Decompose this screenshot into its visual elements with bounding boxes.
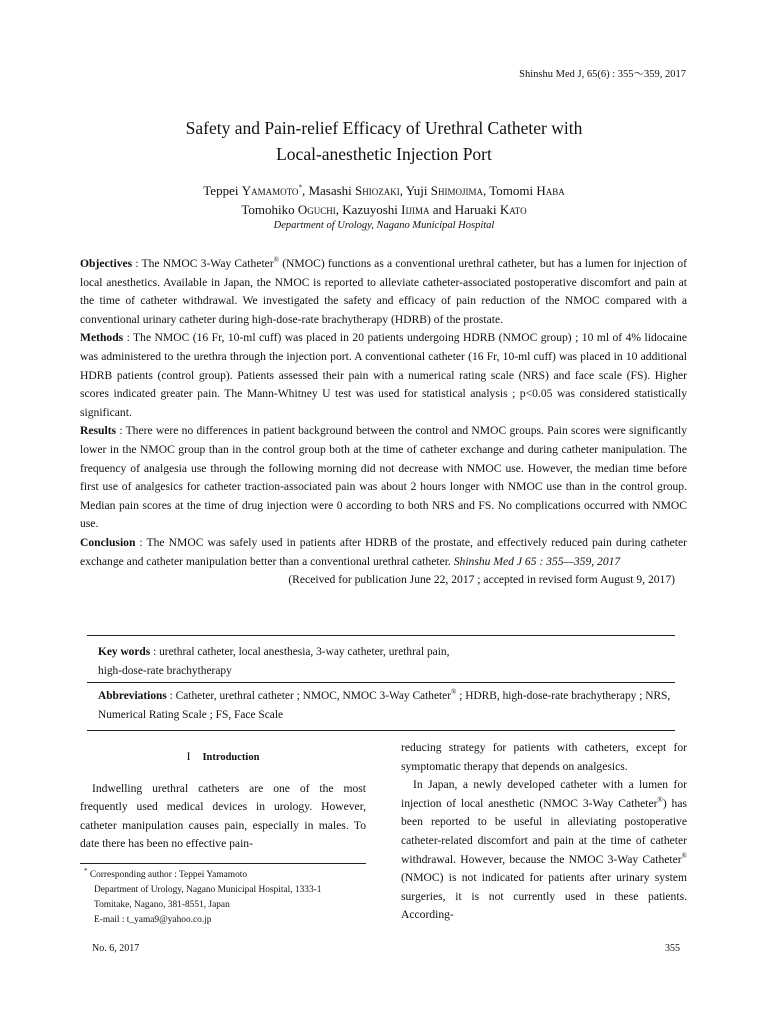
intro-paragraph-2: In Japan, a newly developed catheter with a lumen for injection of local anesthetic (NMOC 3-Way Catheter®) has been reported to be useful in alleviating postoperative catheter-related discomfort and pain at the time of catheter withdrawal. However, because the NMOC 3-Way Catheter® (NMOC) is not indicated for patients after urinary system surgeries, it is not currently used in these patients. According- [401, 778, 688, 922]
journal-reference: Shinshu Med J, 65(6) : 355～359, 2017 [519, 69, 686, 80]
divider-top [87, 635, 675, 636]
abbreviations: Abbreviations : Catheter, urethral catheter ; NMOC, NMOC 3-Way Catheter® ; HDRB, high-dose-rate brachytherapy ; NRS, Numerical Rating Scale ; FS, Face Scale [98, 688, 671, 721]
corresponding-author-footnote: * Corresponding author : Teppei Yamamoto Department of Urology, Nagano Municipal Hospital, 1333-1 Tomitake, Nagano, 381-8551, Japan E-mail : t_yama9@yahoo.co.jp [84, 868, 370, 928]
author-line-2: Tomohiko Oguchi, Kazuyoshi Iijima and Haruaki Kato [241, 202, 527, 217]
divider-bottom [87, 730, 675, 731]
page-number: 355 [665, 943, 680, 954]
email: E-mail : t_yama9@yahoo.co.jp [94, 915, 212, 925]
issue-number: No. 6, 2017 [92, 943, 140, 954]
abstract-objectives: Objectives : The NMOC 3-Way Catheter® (NMOC) functions as a conventional urethral catheter, but has a lumen for injection of local anesthetics. Available in Japan, the NMOC is reported to alleviate catheter-associated postoperative discomfort and pain at the time of catheter withdrawal. We investigated the safety and efficacy of pain reduction of the NMOC compared with a conventional urinary catheter during high-dose-rate brachytherapy (HDRB) of the prostate. [80, 256, 687, 326]
article-title [80, 115, 688, 167]
author-line-1: Teppei Yamamoto*, Masashi Shiozaki, Yuji Shimojima, Tomomi Haba [203, 183, 565, 198]
abstract-results: Results : There were no differences in patient background between the control and NMOC groups. Pain scores were significantly lower in the NMOC group than in the control group both at the time of catheter exchange and during catheter manipulation. The frequency of analgesia use through the following morning did not decrease with NMOC use. However, the median time before first use of analgesics for catheter traction-associated pain was about 2 hours longer with NMOC use than in the control group. Median pain scores at the time of drug injection were 0 according to both NRS and FS. No complications occurred with NMOC use. [80, 424, 687, 531]
abstract-methods: Methods : The NMOC (16 Fr, 10-ml cuff) was placed in 20 patients undergoing HDRB (NMOC group) ; 10 ml of 4% lidocaine was administered to the urethra through the injection port. A conventional catheter (16 Fr, 10-ml cuff) was placed in 10 additional HDRB patients (control group). Patients assessed their pain with a numerical rating scale (NRS) and face scale (FS). Higher scores indicated greater pain. The Mann-Whitney U test was used for statistical analysis ; p<0.05 was considered statistically significant. [80, 331, 687, 419]
footnote-divider [80, 863, 366, 864]
citation: Shinshu Med J 65 : 355—359, 2017 [453, 554, 621, 568]
abstract [80, 255, 687, 590]
author-list [80, 181, 688, 219]
affiliation: Department of Urology, Nagano Municipal Hospital [273, 220, 495, 231]
intro-paragraph-1-continued: reducing strategy for patients with catheters, except for symptomatic therapy that depends on analgesics. [401, 741, 687, 773]
divider-middle [87, 682, 675, 683]
title-line-1: Safety and Pain-relief Efficacy of Urethral Catheter with [185, 118, 583, 138]
received-dates: (Received for publication June 22, 2017 ; accepted in revised form August 9, 2017) [288, 573, 675, 587]
keywords: Key words : urethral catheter, local anesthesia, 3-way catheter, urethral pain, high-dose-rate brachytherapy [98, 646, 450, 677]
body-column-left [80, 748, 366, 854]
title-line-2: Local-anesthetic Injection Port [276, 144, 492, 164]
section-heading-introduction: I Introduction [186, 750, 260, 763]
abstract-conclusion: Conclusion : The NMOC was safely used in patients after HDRB of the prostate, and effectively reduced pain during catheter exchange and catheter manipulation better than a conventional urethral catheter. Shinshu Med J 65 : 355—359, 2017 [80, 535, 687, 568]
intro-paragraph-1: Indwelling urethral catheters are one of the most frequently used medical devices in urology. However, catheter manipulation causes pain, especially in males. To date there has been no effective pain- [80, 781, 366, 851]
body-column-right [401, 739, 687, 925]
